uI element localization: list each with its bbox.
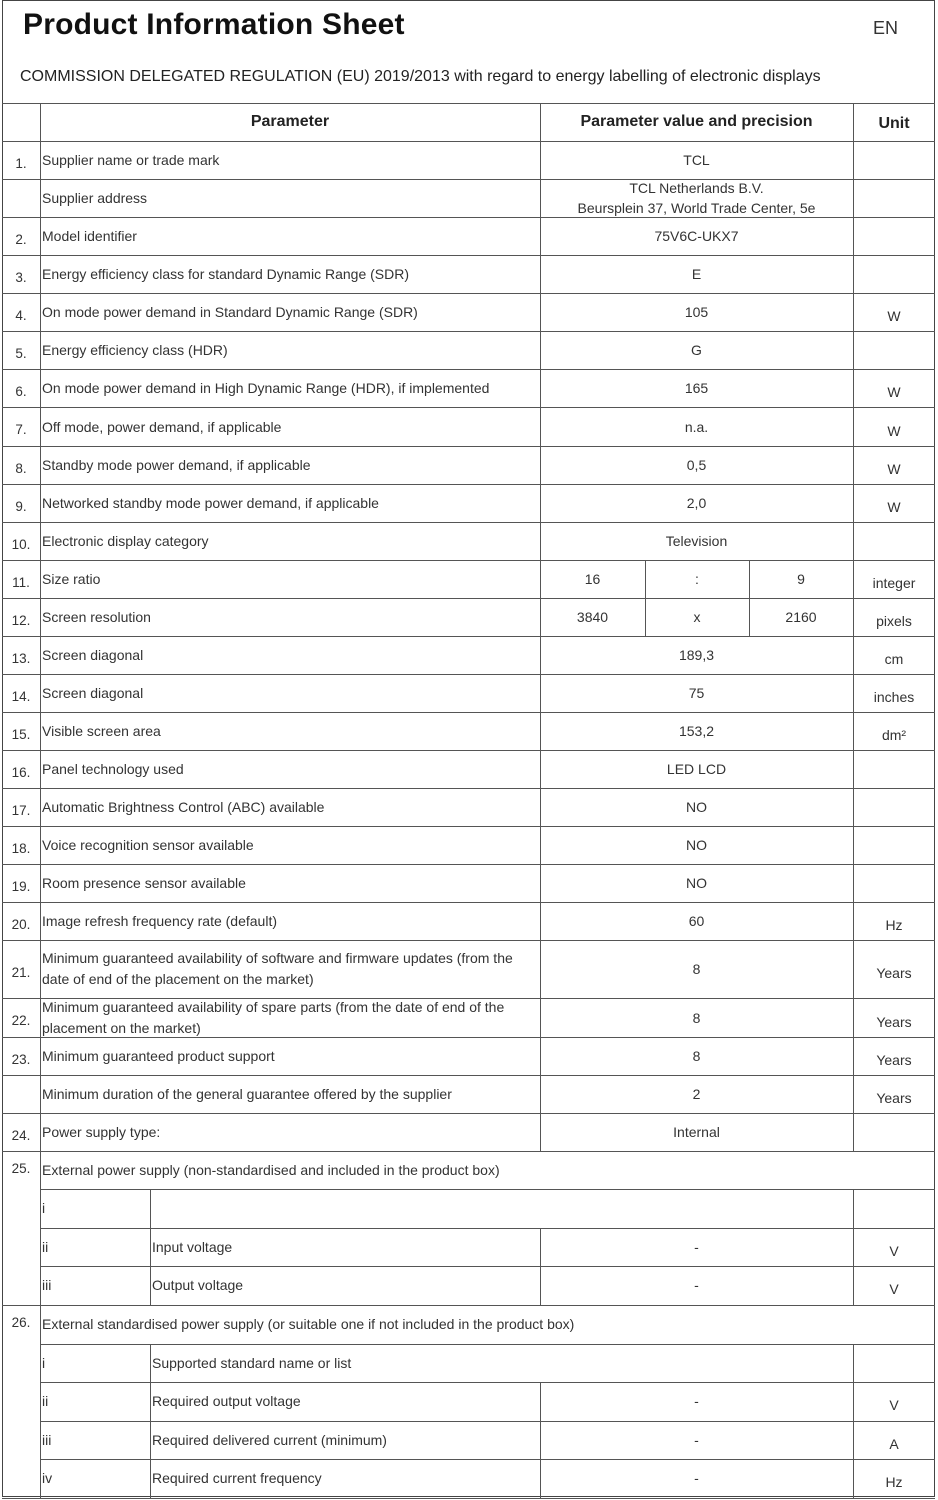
row-number: 2. [15, 231, 27, 247]
parameter-value: E [691, 266, 702, 282]
parameter-label: Image refresh frequency rate (default) [42, 913, 278, 929]
parameter-value: 8 [692, 1048, 701, 1064]
row-number: 22. [11, 1013, 31, 1028]
sub-unit: V [889, 1242, 899, 1259]
parameter-label: Electronic display category [42, 533, 209, 549]
parameter-value: 60 [688, 913, 705, 929]
unit-value: Years [876, 965, 912, 981]
page-title: Product Information Sheet [23, 8, 405, 41]
unit-value: Years [876, 1052, 912, 1068]
parameter-value: 105 [684, 304, 709, 320]
sub-unit: V [889, 1397, 899, 1414]
sub-unit: A [889, 1435, 899, 1452]
unit-value [853, 331, 935, 369]
unit-value [853, 864, 935, 902]
sub-value: - [694, 1470, 699, 1487]
supplier-address-line-1: TCL Netherlands B.V. [629, 180, 764, 196]
unit-value: W [887, 422, 901, 439]
parameter-value: Television [665, 533, 728, 549]
row-number: 18. [11, 840, 31, 856]
sub-value: - [694, 1431, 699, 1448]
sub-label [150, 1189, 540, 1228]
column-header-unit: Unit [878, 114, 910, 132]
parameter-label: Supplier name or trade mark [42, 152, 220, 168]
parameter-value: Internal [673, 1124, 720, 1140]
parameter-value: 0,5 [686, 457, 707, 473]
parameter-value: 8 [692, 1009, 701, 1026]
regulation-subtitle: COMMISSION DELEGATED REGULATION (EU) 2019/2013 with regard to energy labelling of electronic displays [20, 68, 821, 85]
row-number: 4. [15, 307, 27, 323]
parameter-label: Size ratio [42, 571, 101, 587]
sub-label: Input voltage [152, 1238, 233, 1255]
unit-value: cm [884, 651, 904, 667]
row-number: 11. [12, 574, 30, 590]
parameter-value: 75 [688, 685, 705, 701]
sub-label: Required delivered current (minimum) [152, 1431, 387, 1448]
row-number: 5. [15, 345, 27, 361]
sub-unit: Hz [885, 1474, 903, 1491]
parameter-value: 2 [692, 1086, 701, 1102]
value-part-1: 16 [584, 571, 601, 587]
parameter-label: Visible screen area [42, 723, 161, 739]
unit-value: W [887, 499, 901, 515]
unit-value: Years [876, 1013, 912, 1030]
parameter-label: Supplier address [42, 190, 148, 206]
parameter-label: Model identifier [42, 228, 137, 244]
parameter-value: 75V6C-UKX7 [654, 228, 739, 244]
sub-value: - [694, 1277, 699, 1294]
row-number: 15. [11, 726, 31, 742]
parameter-value: TCL [683, 152, 710, 168]
row-number: 7. [15, 422, 27, 437]
parameter-label: Energy efficiency class (HDR) [42, 342, 228, 358]
parameter-label: Minimum guaranteed product support [42, 1048, 275, 1064]
sub-label: Output voltage [152, 1277, 244, 1294]
value-part-1: 3840 [576, 609, 609, 625]
row-number: 20. [11, 916, 31, 932]
parameter-value: 165 [684, 380, 709, 396]
unit-value: inches [873, 689, 915, 705]
row-number: 3. [15, 269, 27, 285]
row-number: 1. [15, 155, 27, 171]
parameter-value: 153,2 [678, 723, 715, 739]
section-title: External standardised power supply (or suitable one if not included in the product box) [42, 1316, 575, 1332]
row-number [2, 1075, 40, 1113]
parameter-label: On mode power demand in Standard Dynamic Range (SDR) [42, 304, 418, 320]
value-part-2: 9 [797, 571, 805, 587]
row-number: 16. [11, 764, 31, 780]
row-number: 19. [11, 878, 31, 894]
column-header-parameter: Parameter [250, 113, 330, 130]
unit-value: Hz [885, 917, 903, 933]
parameter-label: Minimum guaranteed availability of spare parts (from the date of end of the placement on the market) [42, 998, 505, 1036]
unit-value [853, 826, 935, 864]
parameter-value: NO [686, 837, 707, 853]
parameter-value: LED LCD [666, 761, 727, 777]
row-number: 24. [11, 1127, 31, 1143]
parameter-value [540, 179, 853, 217]
supplier-address-line-2: Beursplein 37, World Trade Center, 5e [577, 200, 816, 216]
row-number: 6. [15, 383, 27, 399]
sub-unit [853, 1189, 935, 1228]
parameter-label: Panel technology used [42, 761, 184, 777]
parameter-value: NO [686, 875, 707, 891]
unit-value: W [887, 308, 901, 324]
parameter-label: Networked standby mode power demand, if applicable [42, 495, 379, 511]
unit-value: integer [872, 575, 916, 591]
parameter-label: Screen resolution [42, 609, 151, 625]
sub-index: iii [42, 1431, 52, 1448]
sub-label: Supported standard name or list [152, 1354, 352, 1371]
parameter-label: Screen diagonal [42, 647, 144, 663]
section-number: 25. [11, 1161, 31, 1176]
unit-value [853, 522, 935, 560]
unit-value [853, 217, 935, 255]
sub-index: iii [42, 1277, 52, 1294]
sub-index: iv [42, 1470, 53, 1487]
parameter-label: Energy efficiency class for standard Dynamic Range (SDR) [42, 266, 410, 282]
parameter-label: Automatic Brightness Control (ABC) available [42, 799, 325, 815]
row-number: 17. [11, 802, 31, 818]
parameter-label: Standby mode power demand, if applicable [42, 457, 311, 473]
row-number: 13. [11, 650, 31, 666]
value-separator: : [695, 571, 699, 587]
language-code: EN [873, 18, 899, 38]
section-number: 26. [11, 1314, 31, 1330]
parameter-label: Voice recognition sensor available [42, 837, 254, 853]
unit-value [853, 255, 935, 293]
row-number [2, 179, 40, 217]
column-header-value: Parameter value and precision [580, 113, 813, 130]
parameter-label: Screen diagonal [42, 685, 144, 701]
unit-value: Years [876, 1090, 912, 1106]
row-number: 14. [11, 688, 31, 704]
unit-value [853, 179, 935, 217]
sub-index: i [42, 1354, 46, 1371]
unit-value: dm² [881, 727, 907, 743]
unit-value [853, 750, 935, 788]
unit-value [853, 788, 935, 826]
sub-unit: V [889, 1281, 899, 1298]
parameter-label: Power supply type: [42, 1124, 161, 1140]
sub-value: - [694, 1393, 699, 1410]
parameter-value: 8 [692, 961, 701, 977]
row-number: 9. [15, 498, 27, 514]
parameter-label: Minimum guaranteed availability of software and firmware updates (from the date of end of the placement on the market) [42, 950, 513, 987]
row-number: 21. [11, 964, 31, 980]
sub-label: Required current frequency [152, 1470, 322, 1487]
row-number: 10. [11, 536, 31, 552]
sub-index: ii [42, 1393, 49, 1410]
unit-value: W [887, 384, 901, 400]
parameter-label: Off mode, power demand, if applicable [42, 418, 282, 435]
sub-value: - [694, 1238, 699, 1255]
unit-value: pixels [876, 613, 912, 629]
parameter-label: On mode power demand in High Dynamic Range (HDR), if implemented [42, 380, 490, 396]
sub-index: ii [42, 1238, 49, 1255]
parameter-value: NO [686, 799, 707, 815]
sub-value [540, 1189, 853, 1228]
sub-label: Required output voltage [152, 1393, 301, 1410]
row-number: 8. [15, 460, 27, 476]
parameter-value: G [691, 342, 702, 358]
parameter-label: Room presence sensor available [42, 875, 246, 891]
table-rule-h [2, 1498, 935, 1499]
section-title: External power supply (non-standardised and included in the product box) [42, 1162, 500, 1178]
row-number: 12. [11, 612, 31, 628]
unit-value: W [887, 461, 901, 477]
parameter-value: n.a. [684, 418, 709, 435]
parameter-label: Minimum duration of the general guarantee offered by the supplier [42, 1086, 452, 1102]
sub-value [540, 1344, 853, 1383]
unit-value [853, 1113, 935, 1151]
parameter-value: 189,3 [678, 647, 715, 663]
row-number: 23. [11, 1051, 31, 1067]
parameter-value: 2,0 [686, 495, 707, 511]
sub-unit [853, 1344, 935, 1383]
value-part-2: 2160 [785, 609, 817, 625]
value-separator: x [693, 609, 701, 625]
unit-value [853, 141, 935, 179]
sub-index: i [42, 1200, 46, 1217]
